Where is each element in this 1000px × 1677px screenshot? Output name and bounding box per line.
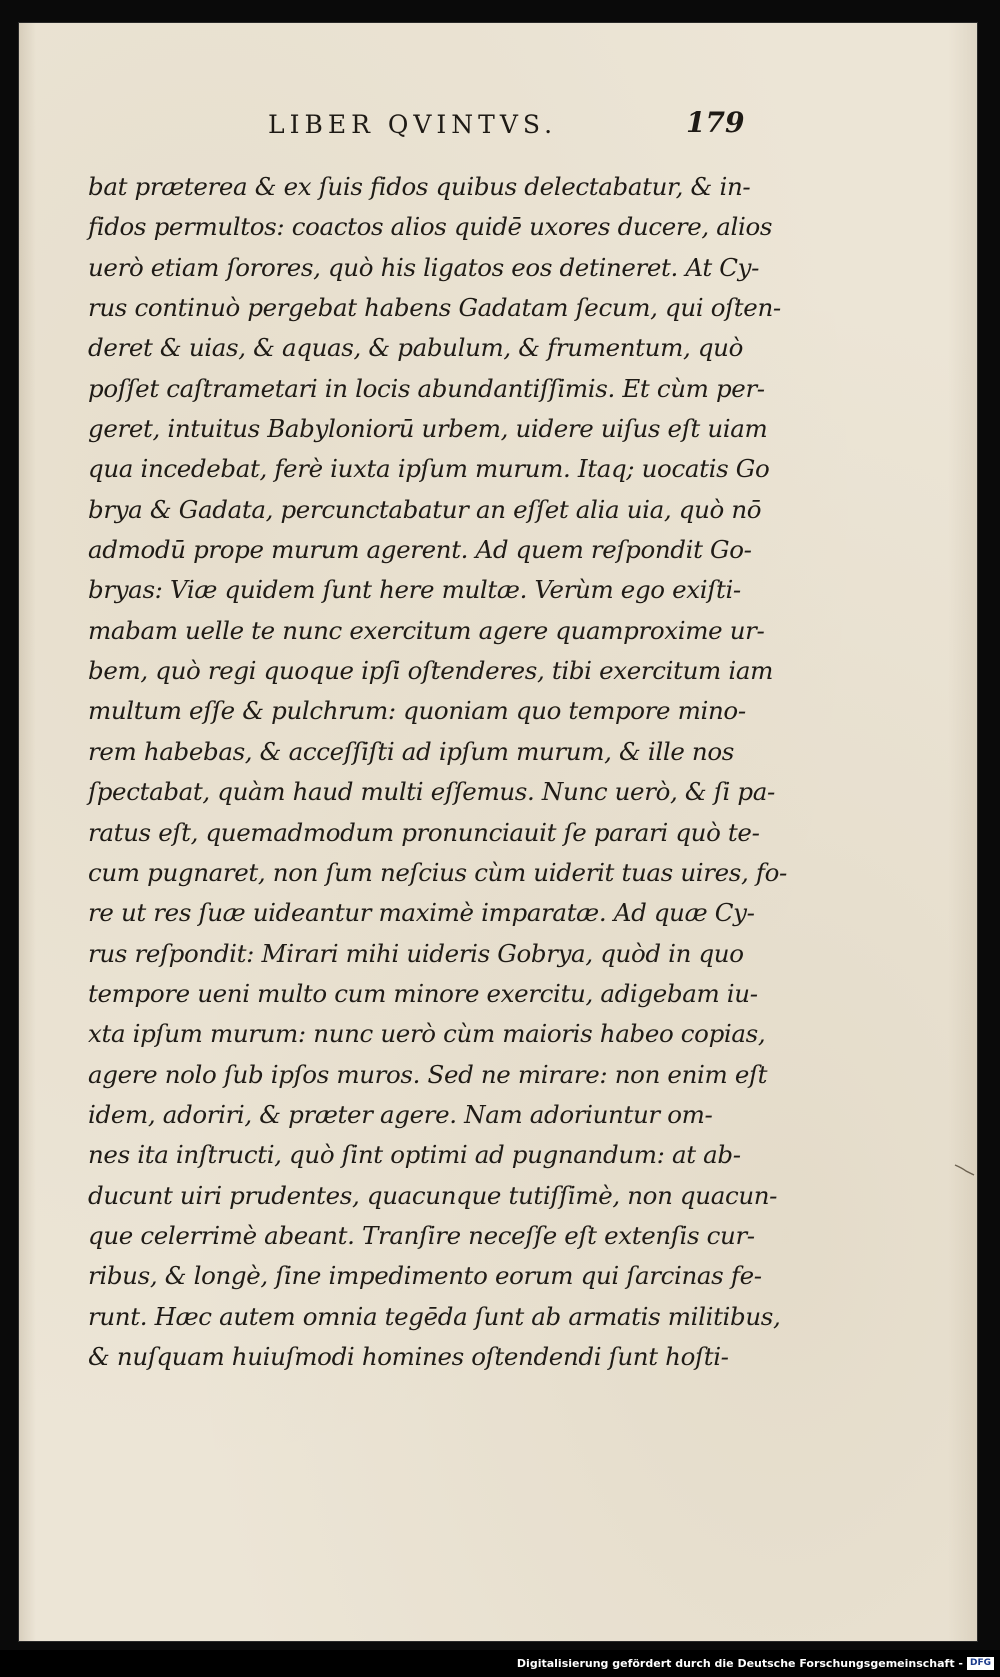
- text-line: tempore ueni multo cum minore exercitu, adigebam iu-: [88, 978, 758, 1008]
- text-line: admodū prope murum agerent. Ad quem reſpondit Go-: [88, 535, 752, 565]
- text-line: que celerrimè abeant. Tranſire neceſſe eſt extenſis cur-: [88, 1220, 755, 1250]
- book-page: [18, 22, 978, 1642]
- dfg-logo-icon: DFG: [967, 1657, 994, 1670]
- text-line: runt. Hæc autem omnia tegēda ſunt ab armatis militibus,: [88, 1301, 781, 1331]
- text-line: nes ita inſtructi, quò ſint optimi ad pugnandum: at ab-: [88, 1140, 741, 1170]
- page-number: 179: [686, 106, 745, 139]
- text-line: re ut res ſuæ uideantur maximè imparatæ. Ad quæ Cy-: [88, 898, 755, 928]
- running-head: LIBER QVINTVS.: [268, 110, 558, 139]
- text-line: agere nolo ſub ipſos muros. Sed ne mirare: non enim eſt: [88, 1059, 768, 1089]
- text-line: ratus eſt, quemadmodum pronunciauit ſe parari quò te-: [88, 817, 760, 847]
- text-line: bem, quò regi quoque ipſi oſtenderes, tibi exercitum iam: [88, 656, 773, 686]
- text-line: rus continuò pergebat habens Gadatam ſecum, qui oſten-: [88, 293, 781, 323]
- text-line: xta ipſum murum: nunc uerò cùm maioris habeo copias,: [88, 1019, 766, 1049]
- text-line: poſſet caſtrametari in locis abundantiſſimis. Et cùm per-: [88, 373, 765, 403]
- text-line: bryas: Viæ quidem ſunt here multæ. Verùm ego exiſti-: [88, 575, 741, 605]
- text-line: bat præterea & ex ſuis fidos quibus delectabatur, & in-: [88, 172, 751, 201]
- text-line: idem, adoriri, & præter agere. Nam adoriuntur om-: [88, 1099, 713, 1129]
- text-line: geret, intuitus Babyloniorū urbem, uidere uiſus eſt uiam: [88, 414, 768, 444]
- text-line: ſpectabat, quàm haud multi eſſemus. Nunc uerò, & ſi pa-: [88, 777, 775, 807]
- text-line: rem habebas, & acceſſiſti ad ipſum murum, & ille nos: [88, 736, 734, 766]
- body-text: [88, 167, 787, 1377]
- text-line: rus reſpondit: Mirari mihi uideris Gobrya, quòd in quo: [88, 938, 744, 968]
- text-line: multum eſſe & pulchrum: quoniam quo tempore mino-: [88, 696, 746, 726]
- text-line: deret & uias, & aquas, & pabulum, & frumentum, quò: [88, 333, 743, 363]
- text-line: ducunt uiri prudentes, quacunque tutiſſimè, non quacun-: [88, 1180, 778, 1210]
- margin-mark-icon: [954, 1162, 976, 1176]
- text-line: brya & Gadata, percunctabatur an eſſet alia uia, quò nō: [88, 494, 762, 524]
- digitization-credit: [517, 1657, 994, 1670]
- text-line: mabam uelle te nunc exercitum agere quamproxime ur-: [88, 615, 765, 645]
- text-line: uerò etiam ſorores, quò his ligatos eos detineret. At Cy-: [88, 252, 760, 282]
- text-line: & nuſquam huiuſmodi homines oſtendendi ſunt hoſti-: [88, 1341, 729, 1371]
- text-line: fidos permultos: coactos alios quidē uxores ducere, alios: [88, 212, 773, 242]
- text-line: qua incedebat, ferè iuxta ipſum murum. Itaq; uocatis Go: [88, 454, 770, 484]
- text-line: cum pugnaret, non ſum neſcius cùm uiderit tuas uires, fo-: [88, 857, 787, 887]
- credit-text: Digitalisierung gefördert durch die Deutsche Forschungsgemeinschaft -: [516, 1657, 963, 1670]
- text-line: ribus, & longè, ſine impedimento eorum qui ſarcinas fe-: [88, 1261, 762, 1291]
